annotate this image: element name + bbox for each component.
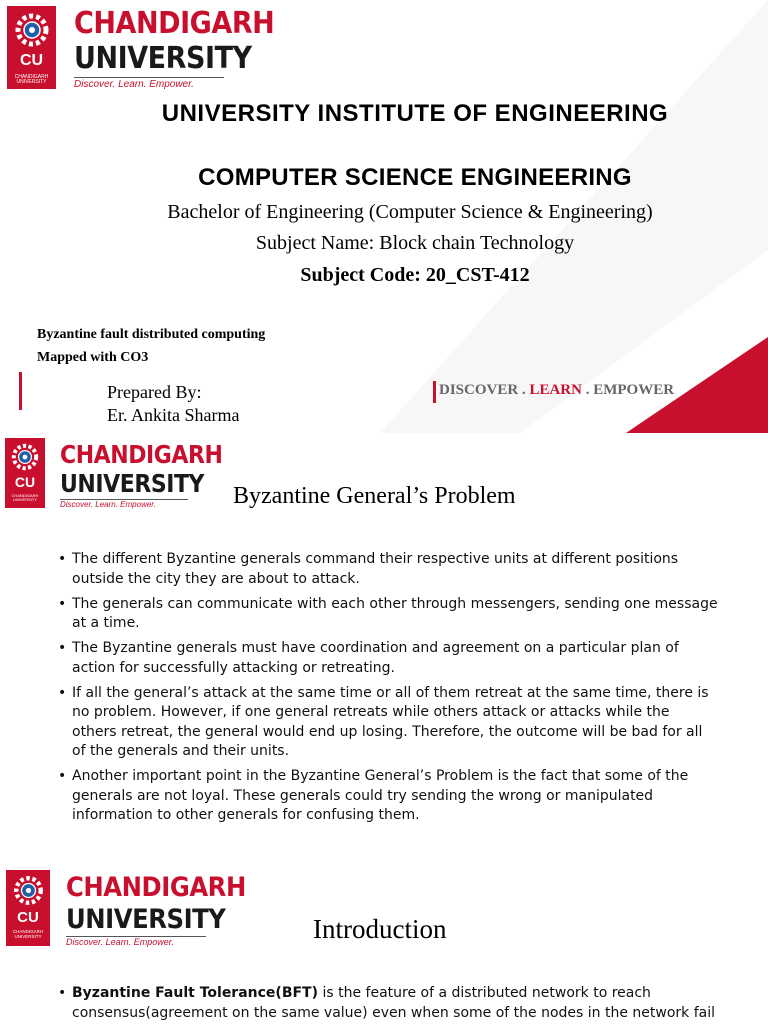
crest-emblem [7,6,56,89]
prepared-by-label: Prepared By: [107,382,202,402]
slide-title: Byzantine General’s Problem [233,483,516,509]
logo-underline [74,77,224,78]
subject-name: Subject Name: Block chain Technology [255,232,575,254]
logo-name-line1: CHANDIGARH [66,872,246,903]
discover-learn-empower-tagline [439,382,674,399]
topic-line: Byzantine fault distributed computing [37,327,266,342]
list-item [58,984,718,1023]
subject-code: Subject Code: 20_CST-412 [300,264,530,286]
accent-bar [19,372,22,410]
bullet-text: Another important point in the Byzantine General’s Problem is the fact that some of the generals are not loyal. These generals could try sending the wrong or manipulated information to other generals for confusing them. [72,768,689,823]
bullet-list [58,984,718,1024]
logo-name-line2: UNIVERSITY [66,904,226,935]
bullet-text: The different Byzantine generals command their respective units at different positions outside the city they are about to attack. [72,551,679,587]
list-item [58,550,718,589]
tag-empower: . EMPOWER [581,382,675,398]
crest-caption-2: UNIVERSITY [14,933,42,939]
bullet-list [58,550,718,831]
crest-caption-1: CHANDIGARH [14,74,49,80]
list-item [58,684,718,762]
list-item [58,639,718,678]
logo-name-line2: UNIVERSITY [60,469,205,498]
logo-tagline: Discover. Learn. Empower. [74,79,194,90]
crest-caption-1: CHANDIGARH [11,493,39,498]
logo-name-line1: CHANDIGARH [60,440,223,469]
department-heading: COMPUTER SCIENCE ENGINEERING [198,164,632,191]
degree-line: Bachelor of Engineering (Computer Science & Engineering) [167,201,653,223]
list-item [58,767,718,826]
crest-letters: CU [14,474,36,490]
bft-term: Byzantine Fault Tolerance(BFT) [72,985,319,1001]
bullet-dot: • [58,595,67,612]
author-name: Er. Ankita Sharma [107,405,240,425]
crest-letters: CU [17,909,39,926]
bullet-text: If all the general’s attack at the same time or all of them retreat at the same time, there is no problem. However, if one general retreats while others attack or attacks while the others retreat, the general would end up losing. Therefore, the outcome will be bad for all of the generals and their units. [72,684,709,759]
logo-name-line1: CHANDIGARH [74,6,275,41]
crest-caption-1: CHANDIGARH [12,929,44,934]
crest-caption-2: UNIVERSITY [16,79,47,85]
bullet-text: The Byzantine generals must have coordination and agreement on a particular plan of action for successfully attacking or retreating. [72,640,679,676]
list-item [58,595,718,634]
crest-caption-2: UNIVERSITY [12,497,37,502]
logo-tagline: Discover. Learn. Empower. [66,937,174,947]
bullet-dot: • [58,985,67,1001]
bullet-text: The generals can communicate with each other through messengers, sending one message at a time. [72,595,718,631]
bullet-dot: • [58,551,67,567]
introduction-slide [0,850,768,1024]
university-logo [6,870,246,950]
university-logo [7,6,275,92]
slide-title: Introduction [313,914,447,944]
bullet-dot: • [58,768,67,784]
gear-emblem-icon [12,10,52,50]
title-slide [0,0,768,433]
bullet-dot: • [58,640,67,656]
byzantine-problem-slide [0,433,768,850]
mapped-line: Mapped with CO3 [37,350,149,365]
logo-name-line2: UNIVERSITY [74,41,252,76]
crest-emblem [6,870,50,946]
bullet-text: is the feature of a distributed network to reach consensus(agreement on the same value) even when some of the nodes in the network fail [72,985,716,1021]
crest-letters: CU [19,52,44,69]
tagline-accent-bar [433,381,436,403]
logo-tagline: Discover. Learn. Empower. [60,500,156,509]
tag-learn: LEARN [529,382,582,398]
gear-emblem-icon [9,441,41,473]
university-logo [5,438,223,510]
bullet-dot: • [58,684,67,701]
crest-emblem [5,438,45,508]
tag-discover: DISCOVER . [439,382,530,398]
institute-heading: UNIVERSITY INSTITUTE OF ENGINEERING [161,100,669,127]
gear-emblem-icon [11,873,46,908]
